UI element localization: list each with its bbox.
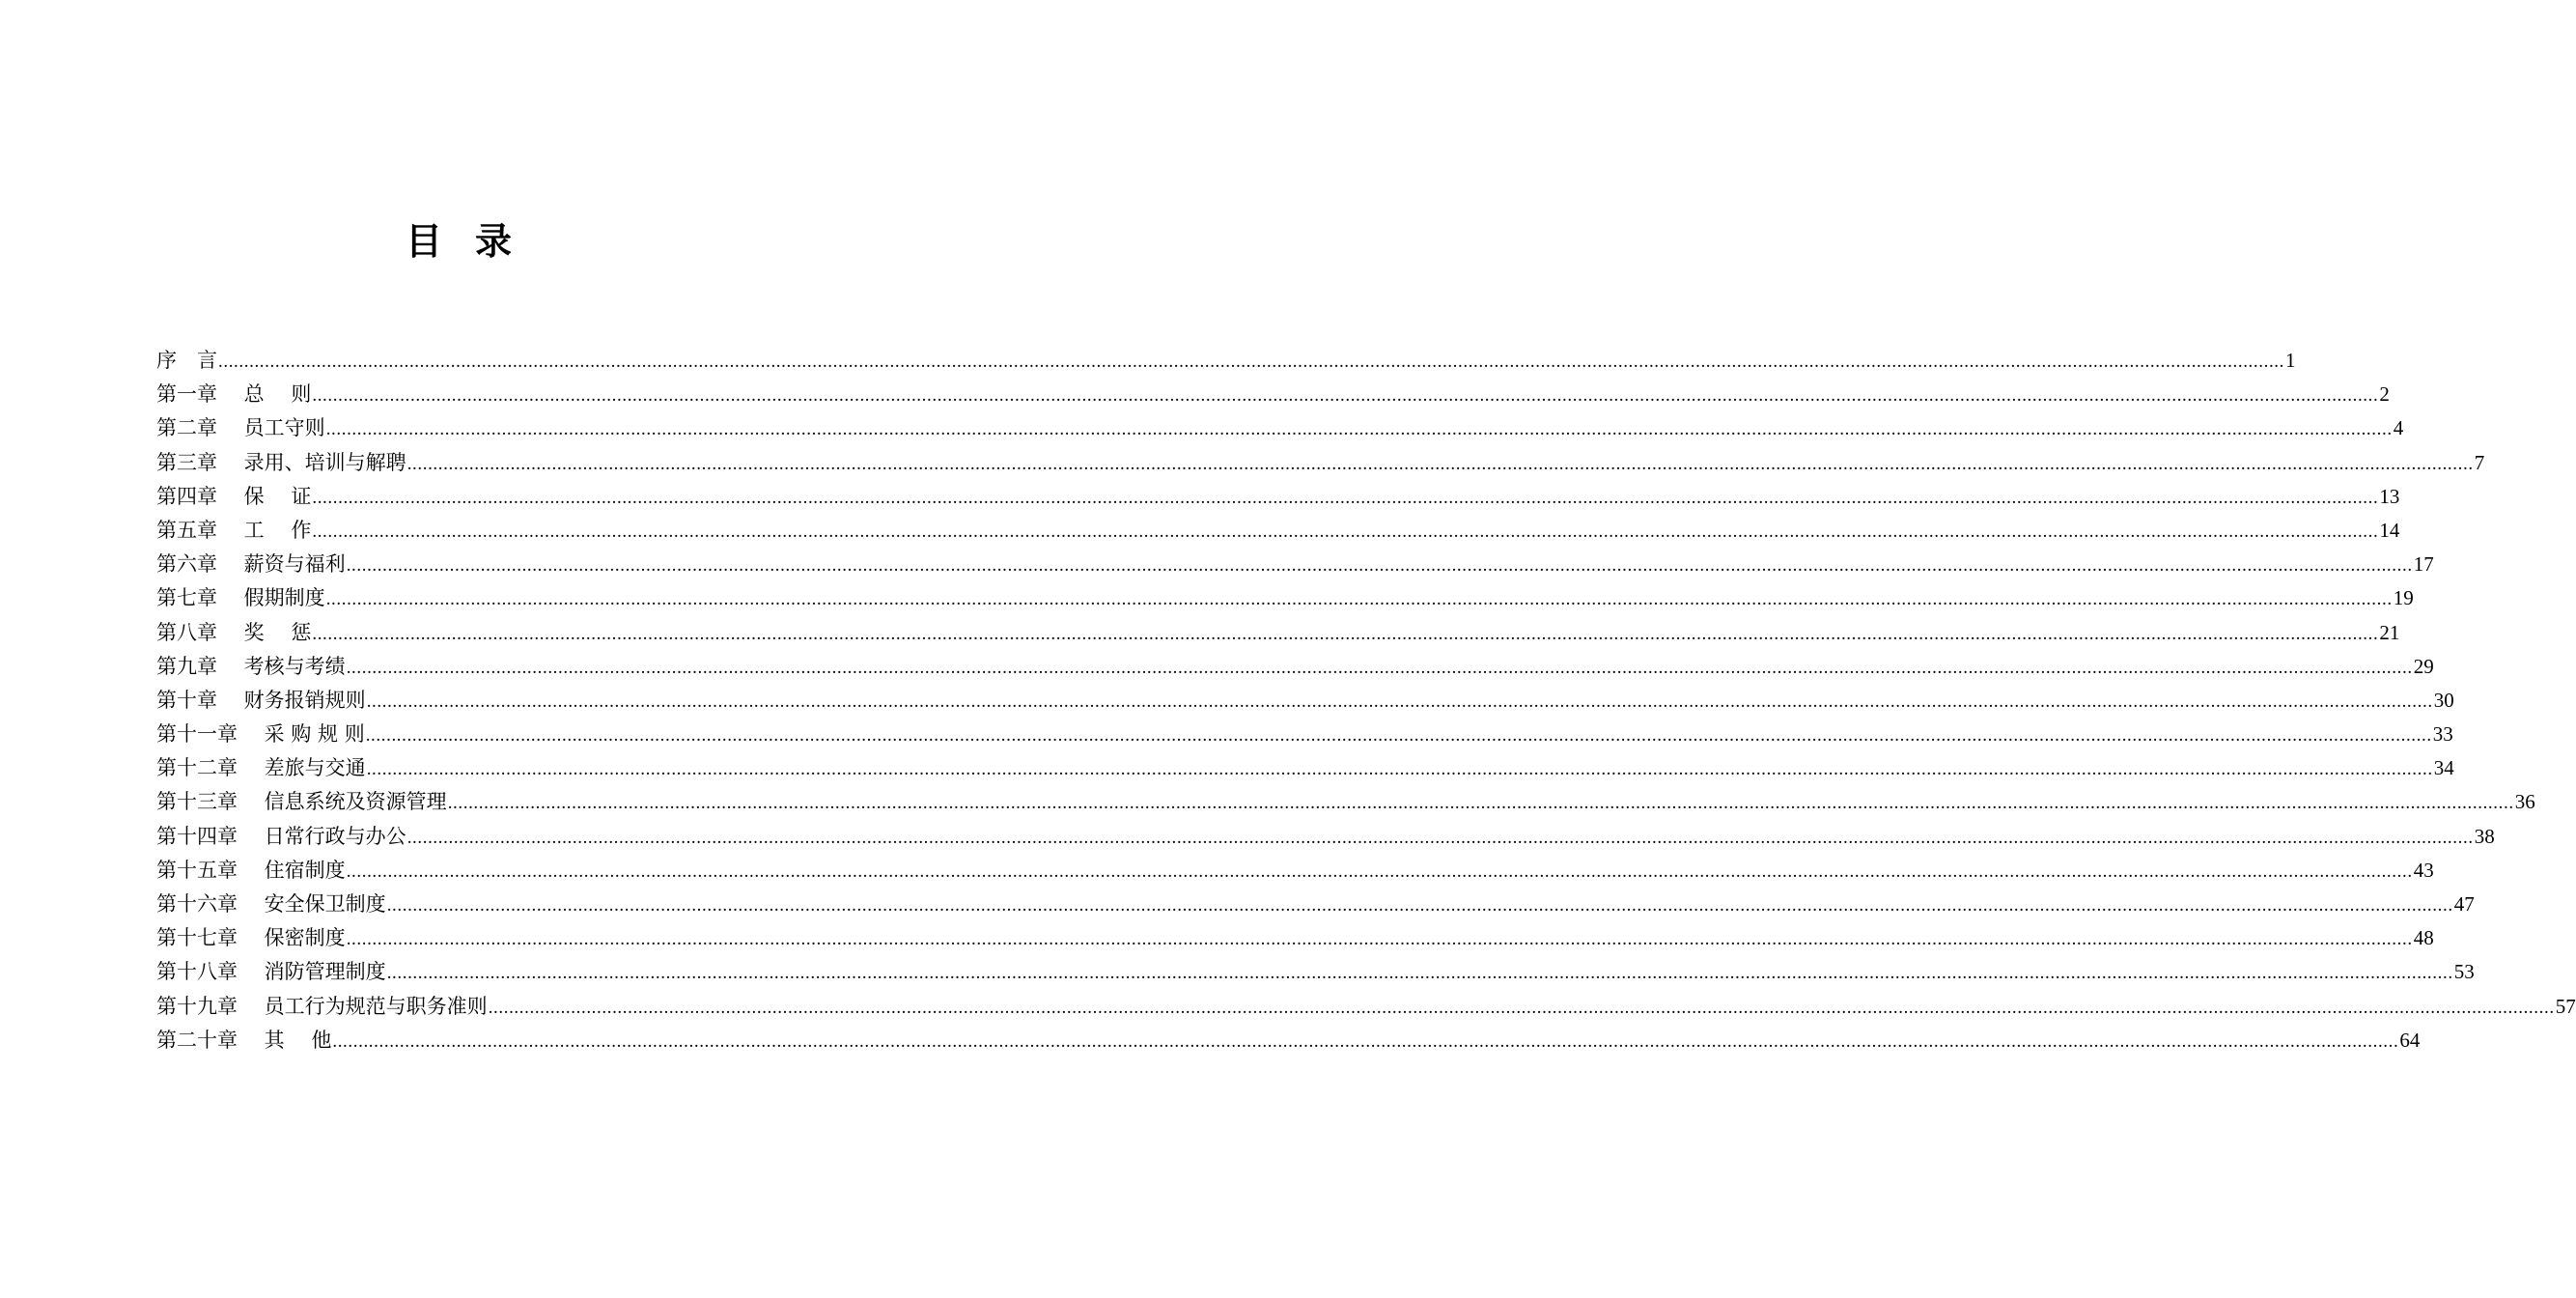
toc-entry-label: 第十七章 保密制度	[156, 926, 346, 950]
toc-entry[interactable]	[156, 650, 2434, 684]
toc-page-number: 53	[2453, 960, 2475, 984]
toc-entry-label: 第十一章 采 购 规 则	[156, 722, 365, 747]
toc-entry-label: 第十九章 员工行为规范与职务准则	[156, 994, 488, 1018]
toc-entry-label: 第十四章 日常行政与办公	[156, 824, 406, 848]
toc-entry[interactable]	[156, 581, 2414, 615]
toc-entry-label: 第六章 薪资与福利	[156, 552, 346, 577]
toc-entry-label: 第二章 员工守则	[156, 416, 325, 440]
toc-entry-label: 第五章 工 作	[156, 518, 312, 542]
toc-page-number: 4	[2393, 416, 2404, 440]
toc-entry[interactable]	[156, 480, 2400, 514]
toc-dot-leader: ................................................................................................................................................................................................................................................................................................................................................................................................................	[365, 725, 2432, 747]
toc-entry[interactable]	[156, 718, 2453, 751]
toc-page-number: 64	[2399, 1028, 2421, 1052]
toc-dot-leader: ................................................................................................................................................................................................................................................................................................................................................................................................................	[346, 657, 2413, 678]
toc-dot-leader: ................................................................................................................................................................................................................................................................................................................................................................................................................	[488, 997, 2555, 1018]
toc-entry-label: 第十二章 差旅与交通	[156, 756, 366, 780]
toc-entry-label: 第十八章 消防管理制度	[156, 960, 386, 984]
toc-dot-leader: ................................................................................................................................................................................................................................................................................................................................................................................................................	[366, 759, 2433, 780]
toc-dot-leader: ................................................................................................................................................................................................................................................................................................................................................................................................................	[312, 385, 2379, 407]
toc-entry-label: 第十三章 信息系统及资源管理	[156, 790, 447, 814]
toc-dot-leader: ................................................................................................................................................................................................................................................................................................................................................................................................................	[312, 521, 2379, 542]
toc-page-number: 38	[2474, 824, 2495, 848]
toc-page-number: 2	[2379, 382, 2390, 407]
toc-page-number: 36	[2514, 790, 2535, 814]
toc-entry-label: 第二十章 其 他	[156, 1028, 332, 1052]
toc-page-number: 57	[2555, 994, 2576, 1018]
toc-entry[interactable]	[156, 514, 2400, 548]
toc-page-number: 34	[2433, 756, 2454, 780]
toc-entry[interactable]	[156, 446, 2485, 480]
toc-entry[interactable]	[156, 344, 2296, 378]
toc-entry[interactable]	[156, 684, 2454, 718]
toc-dot-leader: ................................................................................................................................................................................................................................................................................................................................................................................................................	[386, 895, 2453, 916]
toc-dot-leader: ................................................................................................................................................................................................................................................................................................................................................................................................................	[325, 589, 2393, 610]
toc-entry[interactable]	[156, 921, 2434, 955]
toc-entry-label: 第十五章 住宿制度	[156, 858, 346, 882]
toc-entry[interactable]	[156, 548, 2434, 581]
toc-entry-label: 第八章 奖 惩	[156, 620, 312, 644]
toc-page-number: 13	[2379, 484, 2400, 508]
toc-entry[interactable]	[156, 751, 2454, 785]
toc-dot-leader: ................................................................................................................................................................................................................................................................................................................................................................................................................	[332, 1030, 2399, 1052]
toc-dot-leader: ................................................................................................................................................................................................................................................................................................................................................................................................................	[346, 555, 2413, 577]
toc-dot-leader: ................................................................................................................................................................................................................................................................................................................................................................................................................	[218, 352, 2284, 372]
toc-dot-leader: ................................................................................................................................................................................................................................................................................................................................................................................................................	[386, 963, 2453, 984]
toc-entry-label: 第九章 考核与考绩	[156, 654, 346, 678]
toc-page-number: 30	[2433, 688, 2454, 712]
toc-entry[interactable]	[156, 411, 2404, 445]
page-title: 目录	[405, 219, 545, 263]
toc-page-number: 47	[2453, 892, 2475, 916]
toc-entry[interactable]	[156, 955, 2475, 989]
table-of-contents	[156, 344, 2576, 1058]
toc-entry[interactable]	[156, 820, 2495, 854]
toc-dot-leader: ................................................................................................................................................................................................................................................................................................................................................................................................................	[447, 793, 2514, 814]
toc-dot-leader: ................................................................................................................................................................................................................................................................................................................................................................................................................	[406, 827, 2474, 848]
toc-entry-label: 序 言	[156, 349, 217, 372]
toc-entry[interactable]	[156, 990, 2576, 1024]
toc-dot-leader: ................................................................................................................................................................................................................................................................................................................................................................................................................	[346, 929, 2413, 950]
toc-entry-label: 第四章 保 证	[156, 484, 312, 508]
toc-page-number: 7	[2474, 450, 2485, 474]
toc-page-number: 48	[2413, 926, 2434, 950]
toc-page-number: 14	[2379, 518, 2400, 542]
toc-page-number: 17	[2413, 552, 2434, 577]
toc-page-number: 33	[2432, 722, 2453, 747]
toc-entry[interactable]	[156, 888, 2475, 921]
toc-entry[interactable]	[156, 616, 2400, 650]
toc-entry-label: 第十章 财务报销规则	[156, 688, 366, 712]
toc-dot-leader: ................................................................................................................................................................................................................................................................................................................................................................................................................	[406, 453, 2474, 474]
toc-page-number: 19	[2393, 586, 2414, 610]
toc-dot-leader: ................................................................................................................................................................................................................................................................................................................................................................................................................	[346, 861, 2413, 882]
toc-entry-label: 第十六章 安全保卫制度	[156, 892, 386, 916]
toc-entry-label: 第三章 录用、培训与解聘	[156, 450, 406, 474]
toc-dot-leader: ................................................................................................................................................................................................................................................................................................................................................................................................................	[325, 419, 2393, 440]
toc-entry[interactable]	[156, 854, 2434, 888]
toc-page-number: 29	[2413, 654, 2434, 678]
toc-entry[interactable]	[156, 785, 2535, 819]
toc-entry[interactable]	[156, 378, 2390, 411]
toc-dot-leader: ................................................................................................................................................................................................................................................................................................................................................................................................................	[312, 487, 2379, 508]
toc-page-number: 1	[2285, 349, 2296, 372]
toc-entry[interactable]	[156, 1024, 2421, 1058]
toc-page-number: 43	[2413, 858, 2434, 882]
toc-entry-label: 第七章 假期制度	[156, 586, 325, 610]
toc-entry-label: 第一章 总 则	[156, 382, 312, 407]
toc-dot-leader: ................................................................................................................................................................................................................................................................................................................................................................................................................	[366, 691, 2433, 712]
toc-page-number: 21	[2379, 620, 2400, 644]
toc-dot-leader: ................................................................................................................................................................................................................................................................................................................................................................................................................	[312, 623, 2379, 644]
